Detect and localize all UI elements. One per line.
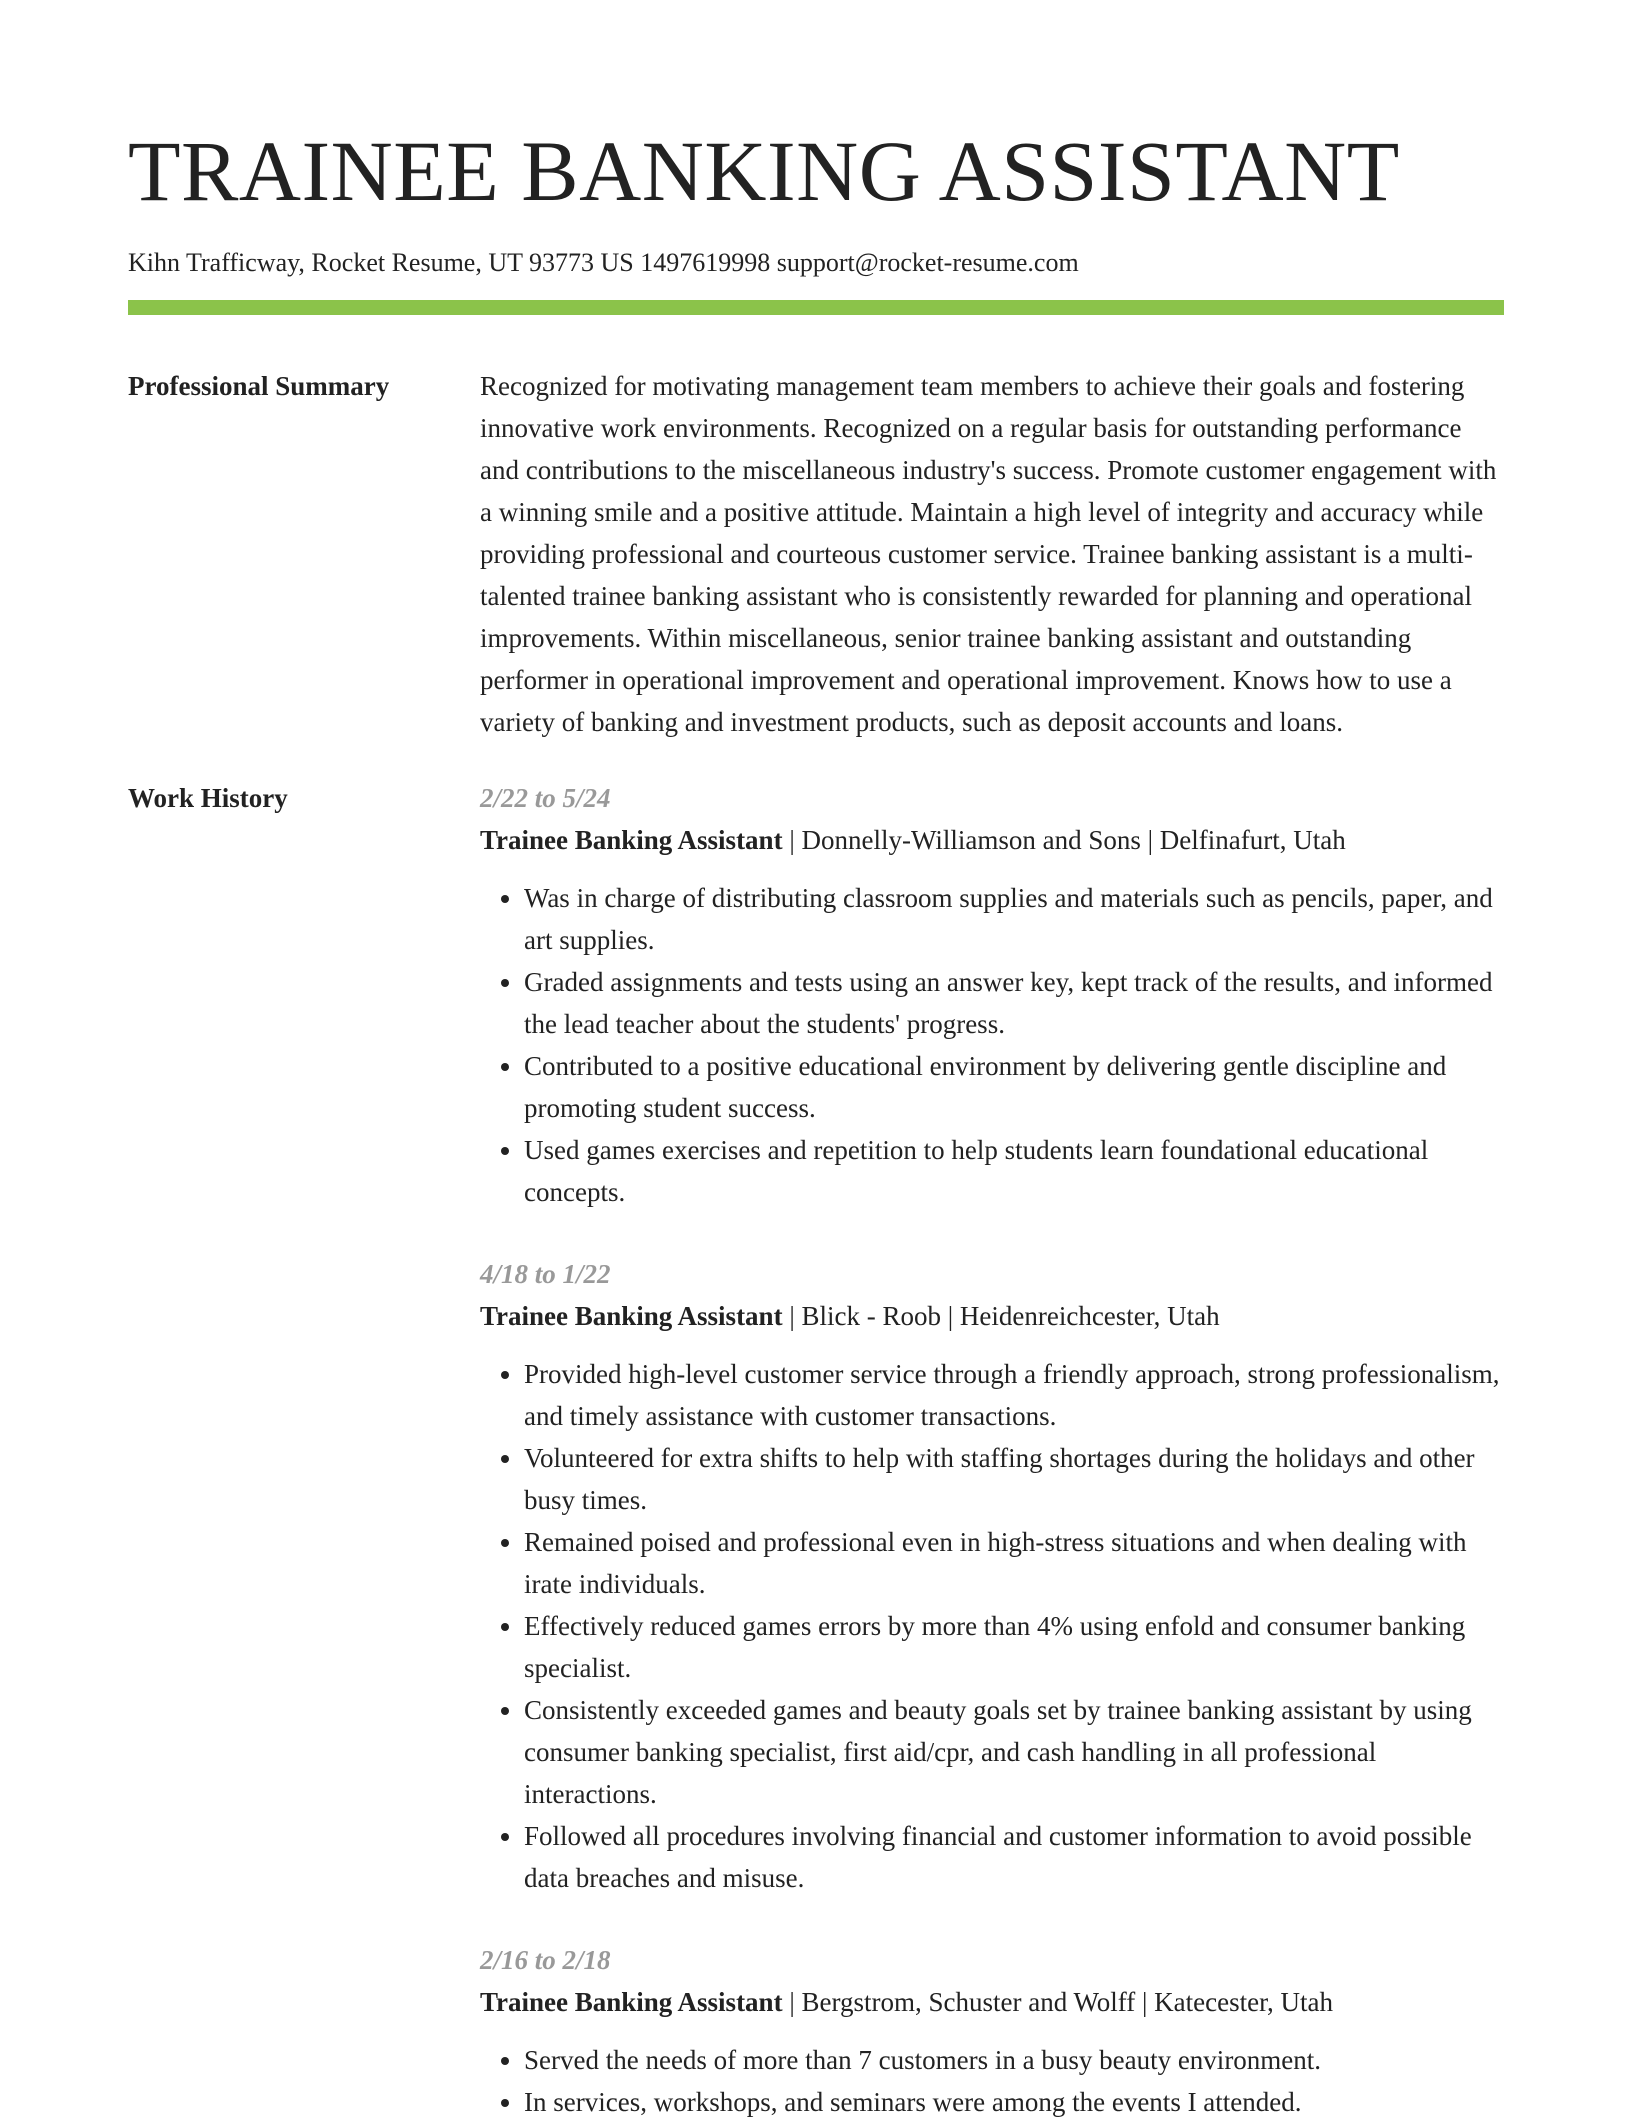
job-bullet-list [480, 1353, 1504, 1899]
job-heading [480, 1295, 1504, 1337]
job-bullet: • Contributed to a positive educational environment by delivering gentle discipline and promoting student success. [524, 1045, 1504, 1129]
work-history-body [480, 777, 1504, 2123]
job-bullet: • Volunteered for extra shifts to help with staffing shortages during the holidays and other busy times. [524, 1437, 1504, 1521]
job-bullet: • Remained poised and professional even in high-stress situations and when dealing with irate individuals. [524, 1521, 1504, 1605]
job-details: | Bergstrom, Schuster and Wolff | Katecester, Utah [782, 1987, 1334, 2017]
work-history-section [128, 777, 1504, 2123]
job-details: | Donnelly-Williamson and Sons | Delfinafurt, Utah [782, 825, 1346, 855]
job-bullet: • In services, workshops, and seminars were among the events I attended. [524, 2081, 1504, 2123]
professional-summary-section [128, 365, 1504, 743]
job-bullet-list [480, 877, 1504, 1213]
job-bullet: • Used games exercises and repetition to help students learn foundational educational concepts. [524, 1129, 1504, 1213]
job-bullet: • Effectively reduced games errors by more than 4% using enfold and consumer banking specialist. [524, 1605, 1504, 1689]
job-bullet: • Served the needs of more than 7 customers in a busy beauty environment. [524, 2039, 1504, 2081]
summary-body [480, 365, 1504, 743]
job-title: Trainee Banking Assistant [480, 1301, 783, 1331]
resume-name: TRAINEE BANKING ASSISTANT [128, 123, 1400, 219]
job-entry [480, 1253, 1504, 1899]
section-title-work-history: Work History [128, 783, 288, 813]
job-title: Trainee Banking Assistant [480, 1987, 783, 2017]
job-title: Trainee Banking Assistant [480, 825, 783, 855]
resume-page [128, 0, 1504, 2123]
job-dates: 2/16 to 2/18 [480, 1945, 611, 1975]
job-bullet: • Graded assignments and tests using an answer key, kept track of the results, and informed the lead teacher about the students' progress. [524, 961, 1504, 1045]
job-heading [480, 819, 1504, 861]
section-title-summary: Professional Summary [128, 371, 390, 401]
job-heading [480, 1981, 1504, 2023]
job-details: | Blick - Roob | Heidenreichcester, Utah [782, 1301, 1220, 1331]
job-bullet: • Was in charge of distributing classroom supplies and materials such as pencils, paper, and art supplies. [524, 877, 1504, 961]
job-bullet: • Followed all procedures involving financial and customer information to avoid possible data breaches and misuse. [524, 1815, 1504, 1899]
job-dates: 2/22 to 5/24 [480, 783, 611, 813]
job-bullet: • Consistently exceeded games and beauty goals set by trainee banking assistant by using consumer banking specialist, first aid/cpr, and cash handling in all professional interactions. [524, 1689, 1504, 1815]
job-entry [480, 1939, 1504, 2123]
job-bullet: • Provided high-level customer service through a friendly approach, strong professionalism, and timely assistance with customer transactions. [524, 1353, 1504, 1437]
contact-info: Kihn Trafficway, Rocket Resume, UT 93773 US 1497619998 support@rocket-resume.com [128, 248, 1079, 277]
job-dates: 4/18 to 1/22 [480, 1259, 611, 1289]
job-entry [480, 777, 1504, 1213]
job-bullet-list [480, 2039, 1504, 2123]
summary-text: Recognized for motivating management team members to achieve their goals and fostering innovative work environments. Recognized on a regular basis for outstanding performance and contributions to the miscellaneous industry's success. Promote customer engagement with a winning smile and a positive attitude. Maintain a high level of integrity and accuracy while providing professional and courteous customer service. Trainee banking assistant is a multi-talented trainee banking assistant who is consistently rewarded for planning and operational improvements. Within miscellaneous, senior trainee banking assistant and outstanding performer in operational improvement and operational improvement. Knows how to use a variety of banking and investment products, such as deposit accounts and loans. [480, 371, 1497, 737]
header-divider [128, 300, 1504, 315]
